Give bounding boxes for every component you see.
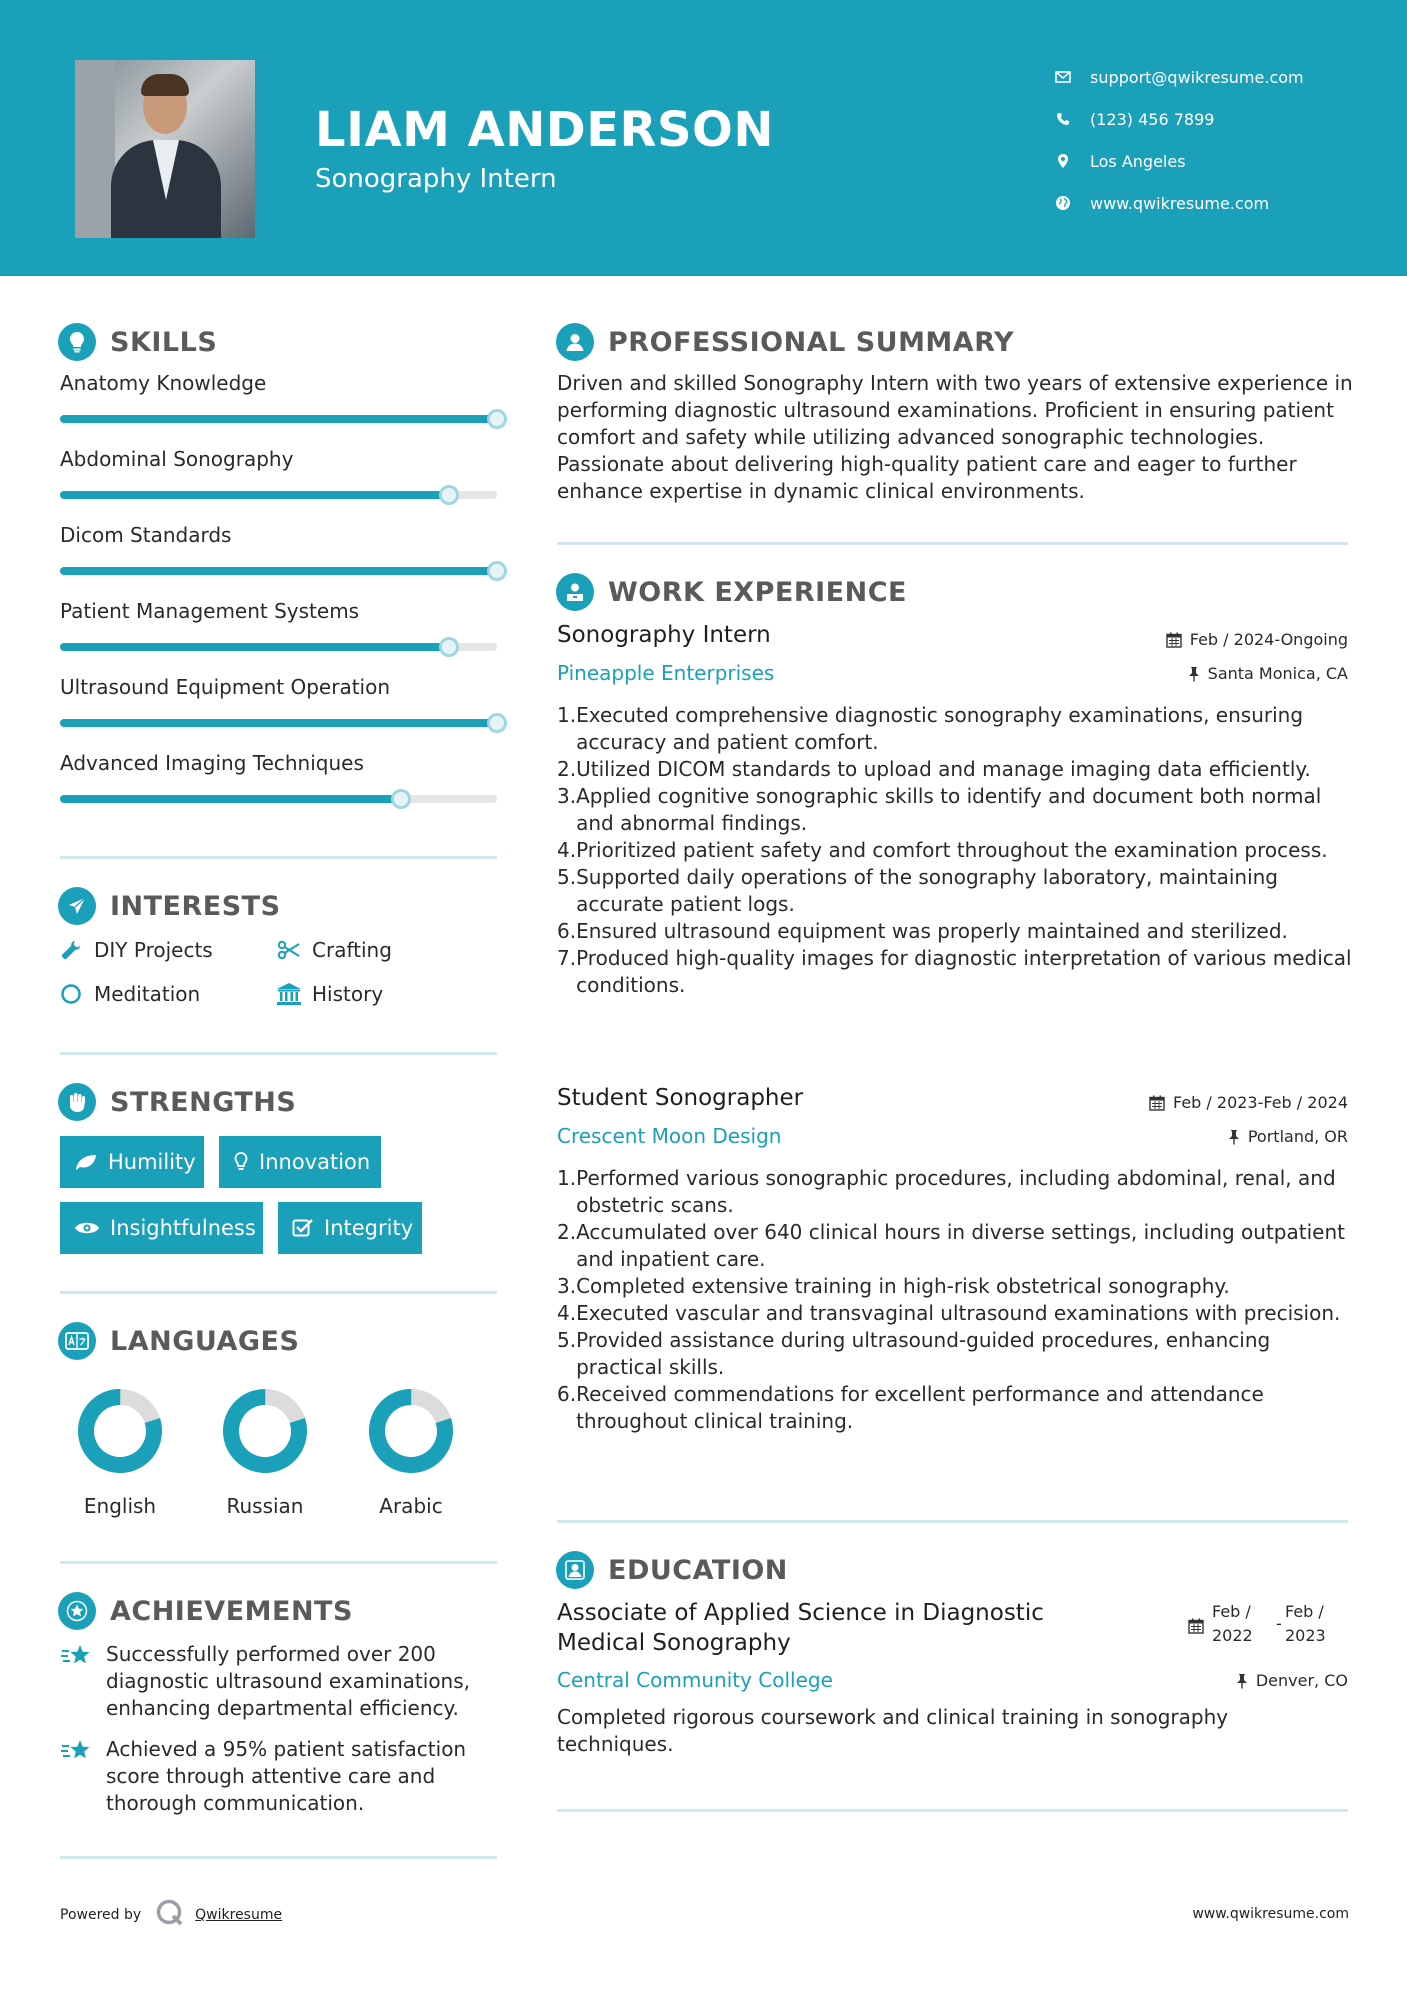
paper-plane-icon (58, 887, 96, 925)
skill-bar (60, 567, 497, 575)
achievement-item: Achieved a 95% patient satisfaction score through attentive care and thorough communication. (60, 1736, 500, 1817)
wrench-icon (58, 937, 84, 963)
company-name: Crescent Moon Design (557, 1124, 782, 1148)
globe-icon (1054, 194, 1072, 212)
pushpin-icon (1228, 1129, 1240, 1145)
language-ring (75, 1386, 165, 1476)
calendar-icon (1149, 1095, 1165, 1111)
job-location: Portland, OR (1228, 1127, 1348, 1146)
contact-location-text: Los Angeles (1090, 151, 1186, 171)
star-badge-icon (58, 1592, 96, 1630)
skill-bar (60, 643, 497, 651)
calendar-icon (1188, 1618, 1204, 1638)
section-divider (60, 1291, 497, 1294)
list-item: 3. Applied cognitive sonographic skills to identify and document both normal and abnormal findings. (557, 784, 1322, 835)
briefcase-user-icon (556, 573, 594, 611)
section-divider (60, 1052, 497, 1055)
company-name: Pineapple Enterprises (557, 661, 775, 685)
education-location: Denver, CO (1236, 1671, 1348, 1690)
contact-website-text: www.qwikresume.com (1090, 193, 1270, 213)
phone-icon (1054, 110, 1072, 128)
strength-chip: Innovation (219, 1136, 381, 1188)
summary-heading: PROFESSIONAL SUMMARY (556, 323, 1014, 361)
language-ring (366, 1386, 456, 1476)
envelope-icon (1054, 68, 1072, 86)
language-item: Arabic (351, 1386, 471, 1518)
list-item: 5. Provided assistance during ultrasound-guided procedures, enhancing practical skills. (557, 1328, 1271, 1379)
shooting-star-icon (60, 1736, 94, 1817)
education-heading: EDUCATION (556, 1551, 788, 1589)
contact-email[interactable] (1054, 56, 1304, 98)
strength-chip: Humility (60, 1136, 204, 1188)
fist-icon (58, 1083, 96, 1121)
job-duties (557, 1165, 1357, 1435)
language-item: Russian (205, 1386, 325, 1518)
interest-item: Meditation (58, 981, 200, 1007)
experience-heading: WORK EXPERIENCE (556, 573, 907, 611)
job-dates: Feb / 2023-Feb / 2024 (1149, 1093, 1348, 1112)
scissors-icon (276, 937, 302, 963)
lightbulb-outline-icon (233, 1151, 249, 1173)
skill-item: Advanced Imaging Techniques (60, 751, 500, 775)
contact-email-text: support@qwikresume.com (1090, 67, 1304, 87)
contact-location (1054, 140, 1304, 182)
strengths-heading: STRENGTHS (58, 1083, 296, 1121)
skill-item: Dicom Standards (60, 523, 500, 547)
pushpin-icon (1236, 1673, 1248, 1689)
job-title: Student Sonographer (557, 1085, 804, 1111)
school-name: Central Community College (557, 1668, 833, 1692)
skill-item: Anatomy Knowledge (60, 371, 500, 395)
list-item: 3. Completed extensive training in high-risk obstetrical sonography. (557, 1274, 1230, 1298)
skill-item: Abdominal Sonography (60, 447, 500, 471)
interest-item: History (276, 981, 383, 1007)
list-item: 4. Executed vascular and transvaginal ultrasound examinations with precision. (557, 1301, 1341, 1325)
language-ring (220, 1386, 310, 1476)
eye-icon (74, 1217, 100, 1239)
summary-text: Driven and skilled Sonography Intern with two years of extensive experience in performing diagnostic ultrasound examinations. Proficient in ensuring patient comfort and safety while utilizing advanced sonographic technologies. Passionate about delivering high-quality patient care and eager to further enhance expertise in dynamic clinical environments. (557, 371, 1353, 503)
strength-chip: Integrity (278, 1202, 422, 1254)
candidate-name: LIAM ANDERSON (315, 102, 775, 158)
section-divider (557, 542, 1348, 545)
checkbox-icon (292, 1217, 314, 1239)
contact-info (1054, 56, 1304, 224)
pushpin-icon (1188, 666, 1200, 682)
skill-item: Patient Management Systems (60, 599, 500, 623)
section-divider (557, 1809, 1348, 1812)
contact-website[interactable] (1054, 182, 1304, 224)
profile-photo (75, 60, 255, 238)
job-dates: Feb / 2024-Ongoing (1166, 630, 1348, 649)
skill-bar (60, 415, 497, 423)
section-divider (557, 1520, 1348, 1523)
section-divider (60, 1561, 497, 1564)
museum-icon (276, 981, 302, 1007)
interest-item: Crafting (276, 937, 392, 963)
list-item: 6. Ensured ultrasound equipment was properly maintained and sterilized. (557, 919, 1288, 943)
achievement-item: Successfully performed over 200 diagnostic ultrasound examinations, enhancing departmental efficiency. (60, 1641, 500, 1722)
education-dates: Feb / 2022 - Feb / 2023 (1186, 1602, 1350, 1652)
map-pin-icon (1054, 152, 1072, 170)
strength-chip: Insightfulness (60, 1202, 263, 1254)
section-divider (60, 1856, 497, 1859)
list-item: 2. Accumulated over 640 clinical hours in diverse settings, including outpatient and inpatient care. (557, 1220, 1345, 1271)
list-item: 4. Prioritized patient safety and comfort throughout the examination process. (557, 838, 1328, 862)
translate-icon (58, 1322, 96, 1360)
list-item: 1. Executed comprehensive diagnostic sonography examinations, ensuring accuracy and patient comfort. (557, 703, 1304, 754)
achievements-heading: ACHIEVEMENTS (58, 1592, 353, 1630)
contact-phone-text: (123) 456 7899 (1090, 109, 1215, 129)
section-divider (60, 856, 497, 859)
job-title: Sonography Intern (557, 622, 771, 648)
degree-title-line1: Associate of Applied Science in Diagnostic (557, 1600, 1044, 1626)
footer-website[interactable]: www.qwikresume.com (1192, 1906, 1349, 1922)
resume-header (0, 0, 1407, 276)
calendar-icon (1166, 632, 1182, 648)
job-location: Santa Monica, CA (1188, 664, 1348, 683)
languages-heading: LANGUAGES (58, 1322, 299, 1360)
skill-bar (60, 491, 497, 499)
job-duties (557, 702, 1357, 999)
list-item: 1. Performed various sonographic procedures, including abdominal, renal, and obstetric scans. (557, 1166, 1336, 1217)
skill-item: Ultrasound Equipment Operation (60, 675, 500, 699)
shooting-star-icon (60, 1641, 94, 1722)
user-icon (556, 323, 594, 361)
language-item: English (60, 1386, 180, 1518)
qwikresume-link[interactable]: Qwikresume (195, 1907, 283, 1923)
graduate-icon (556, 1551, 594, 1589)
degree-title-line2: Medical Sonography (557, 1630, 791, 1656)
list-item: 2. Utilized DICOM standards to upload and manage imaging data efficiently. (557, 757, 1311, 781)
circle-icon (58, 981, 84, 1007)
qwikresume-logo-icon (155, 1898, 185, 1932)
skills-heading: SKILLS (58, 323, 217, 361)
lightbulb-icon (58, 323, 96, 361)
list-item: 7. Produced high-quality images for diagnostic interpretation of various medical conditions. (557, 946, 1352, 997)
list-item: 6. Received commendations for excellent performance and attendance throughout clinical training. (557, 1382, 1264, 1433)
interests-heading: INTERESTS (58, 887, 281, 925)
skill-bar (60, 719, 497, 727)
skill-bar (60, 795, 497, 803)
education-text: Completed rigorous coursework and clinical training in sonography techniques. (557, 1705, 1229, 1756)
candidate-title: Sonography Intern (315, 164, 557, 194)
leaf-icon (74, 1151, 98, 1173)
footer-powered-by: Powered by Qwikresume (60, 1898, 282, 1932)
interest-item: DIY Projects (58, 937, 213, 963)
contact-phone[interactable] (1054, 98, 1304, 140)
list-item: 5. Supported daily operations of the sonography laboratory, maintaining accurate patient logs. (557, 865, 1278, 916)
